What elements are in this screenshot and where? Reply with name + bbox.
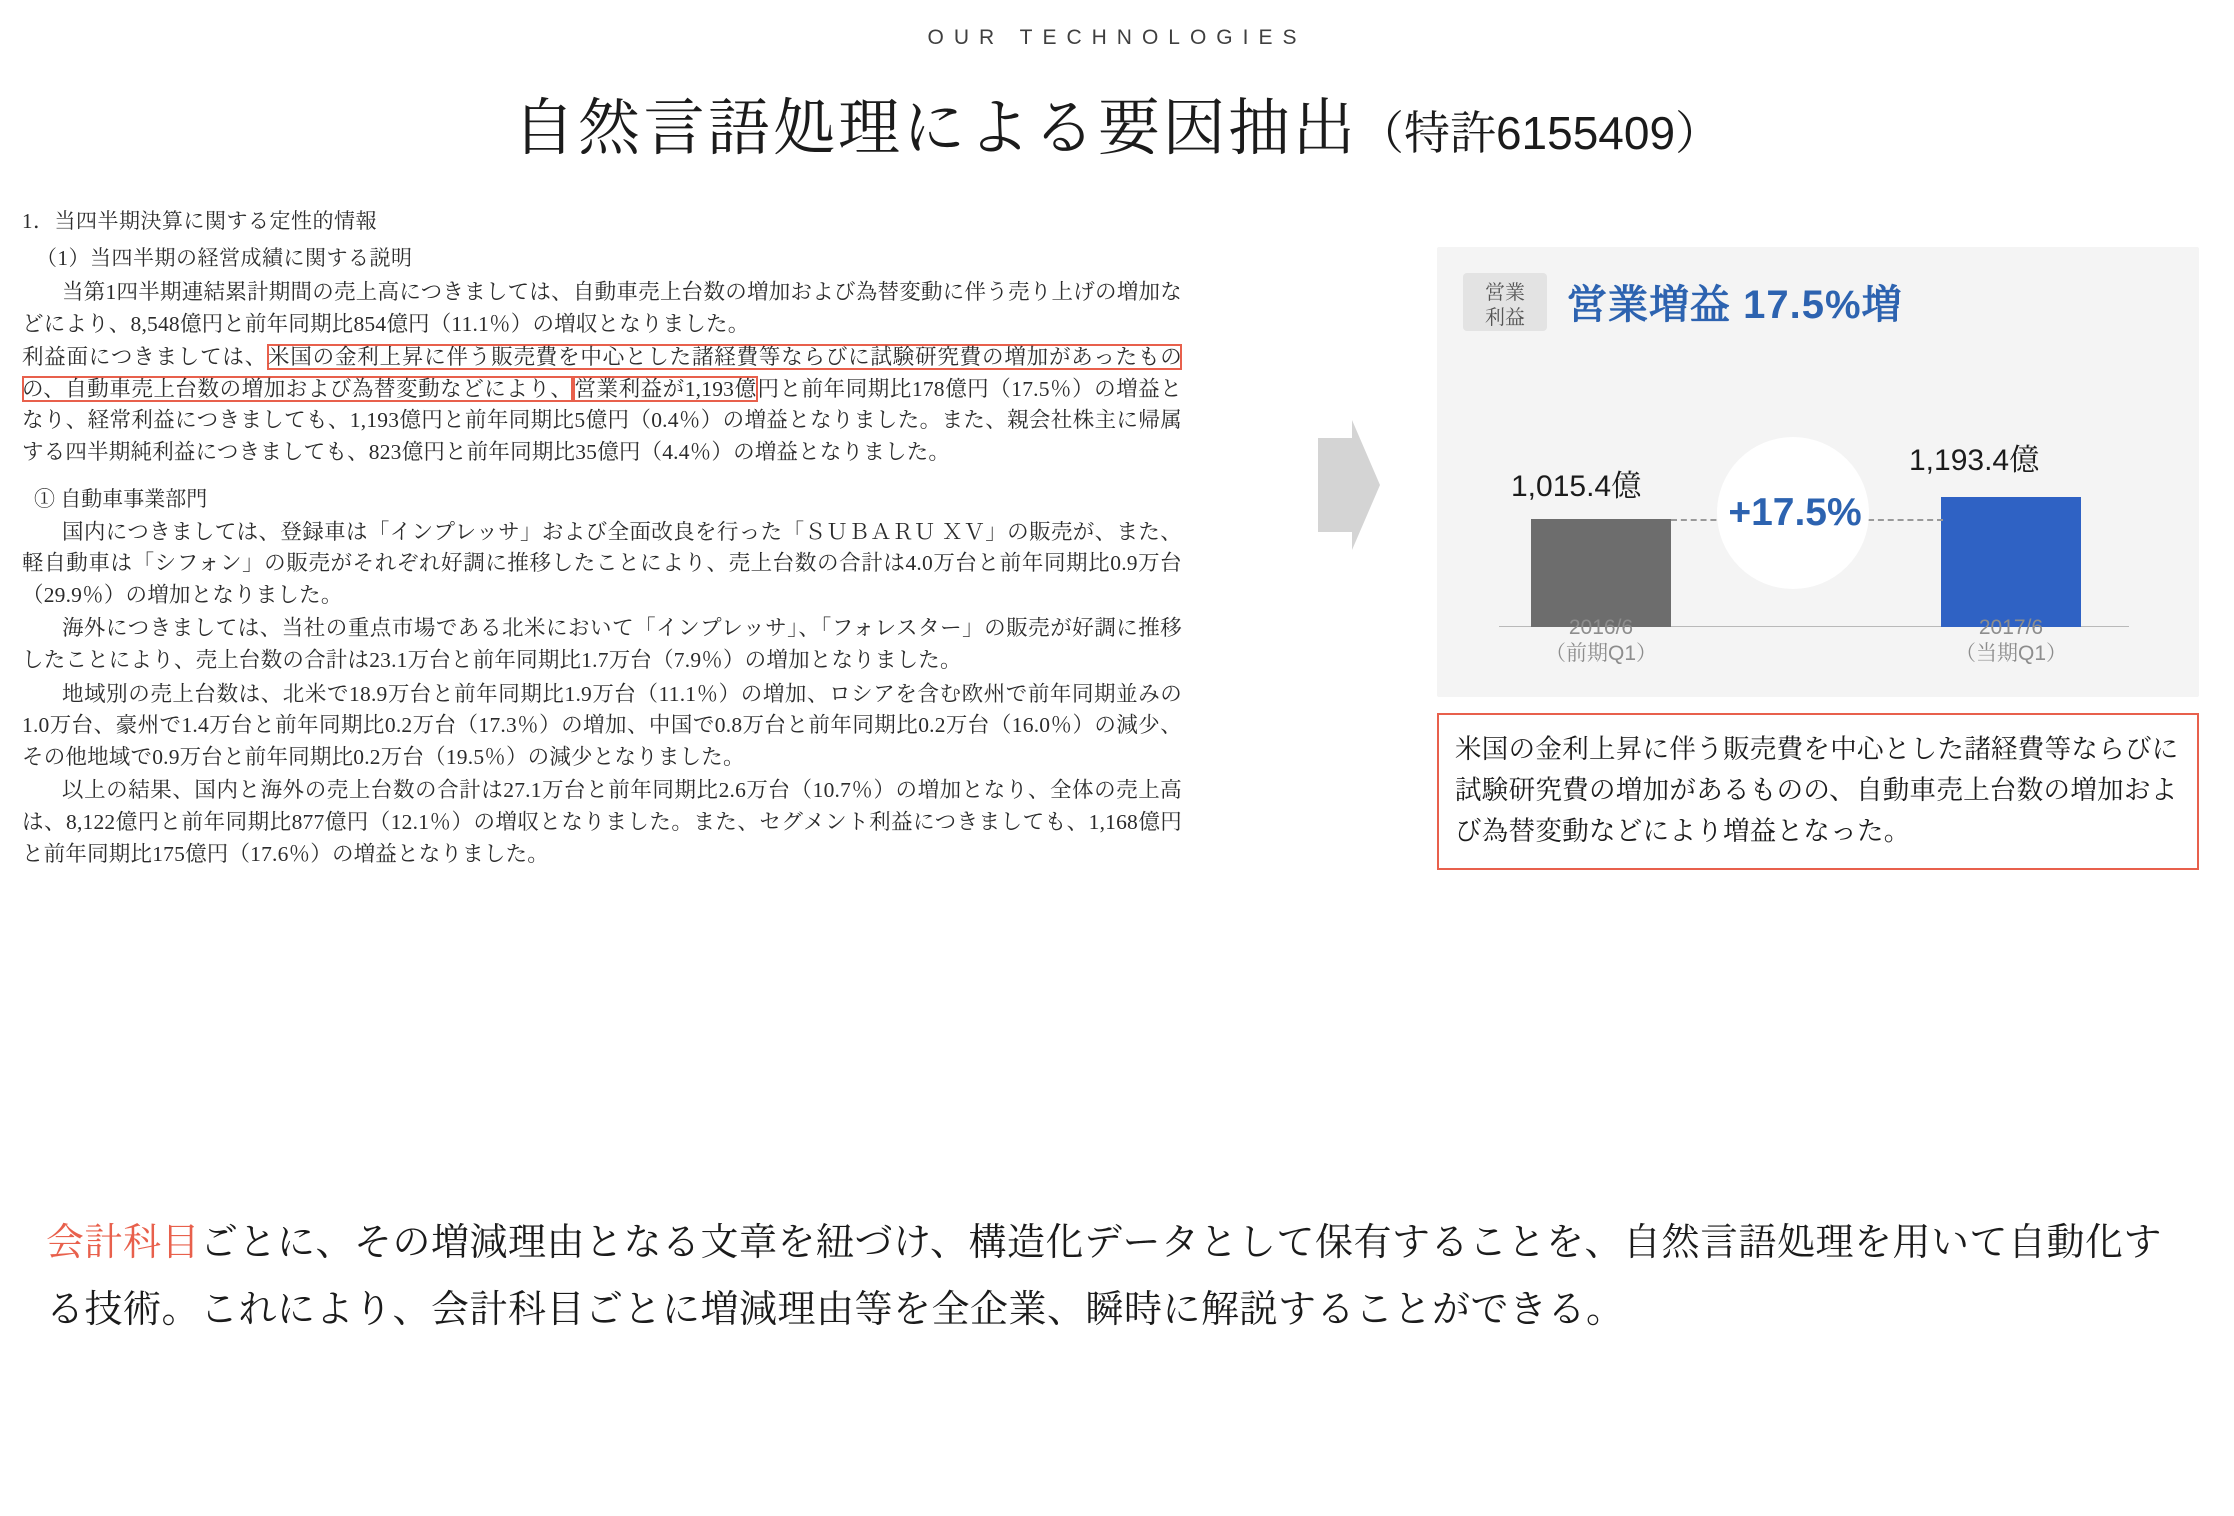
highlight-operating-profit-phrase: 営業利益が1,193億 [574, 376, 757, 401]
doc-heading-1: 1．当四半期決算に関する定性的情報 [22, 209, 377, 233]
bar-previous-period [1531, 519, 1671, 627]
x-tick-current-date: 2017/6 [1978, 615, 2044, 639]
doc-paragraph-6: 以上の結果、国内と海外の売上台数の合計は27.1万台と前年同期比2.6万台（10.7％）の増加となり、全体の売上高は、8,122億円と前年同期比877億円（12.1％）の増収となりました。また、セグメント利益につきましても、1,168億円と前年同期比175億円（17.6％）の増益となりました。 [22, 778, 1182, 866]
bar-value-label-previous: 1,015.4億 [1511, 470, 1642, 503]
bar-current-period [1941, 497, 2081, 627]
analysis-panel [1437, 247, 2199, 870]
chart-card [1437, 247, 2199, 697]
doc-paragraph-5: 地域別の売上台数は、北米で18.9万台と前年同期比1.9万台（11.1％）の増加、ロシアを含む欧州で前年同期並みの1.0万台、豪州で1.4万台と前年同期比0.2万台（17.3％）の増加、中国で0.8万台と前年同期比0.2万台（16.0％）の減少、その他地域で0.9万台と前年同期比0.2万台（19.5％）の減少となりました。 [22, 681, 1182, 769]
doc-paragraph-1: 当第1四半期連結累計期間の売上高につきましては、自動車売上台数の増加および為替変動に伴う売り上げの増加などにより、8,548億円と前年同期比854億円（11.1％）の増収となりました。 [22, 280, 1182, 336]
x-tick-previous [1511, 615, 1691, 668]
doc-paragraph-3: 国内につきましては、登録車は「インプレッサ」および全面改良を行った「ＳＵＢＡＲＵ ＸＶ」の販売が、また、軽自動車は「シフォン」の販売がそれぞれ好調に推移したことにより、売上台数の合計は4.0万台と前年同期比0.9万台（29.9％）の増加となりました。 [22, 519, 1182, 607]
badge-line-1: 営業 [1485, 282, 1525, 304]
eyebrow-label: OUR TECHNOLOGIES [927, 26, 1307, 49]
summary-paragraph [46, 1210, 2186, 1343]
chart-title: 営業増益 17.5%増 [1567, 283, 1903, 327]
doc-heading-2: （1）当四半期の経営成績に関する説明 [36, 246, 413, 270]
doc-paragraph-2 [22, 342, 1182, 468]
badge-line-2: 利益 [1485, 307, 1525, 329]
page-title [0, 78, 2234, 167]
bar-chart [1489, 377, 2149, 667]
page-title-patent-number: （特許6155409） [1357, 107, 1722, 159]
summary-body: ごとに、その増減理由となる文章を紐づけ、構造化データとして保有することを、自然言語処理を用いて自動化する技術。これにより、会計科目ごとに増減理由等を全企業、瞬時に解説することができる。 [46, 1222, 2163, 1331]
delta-annotation: +17.5% [1728, 491, 1862, 534]
doc-subheading-auto-division: ① 自動車事業部門 [34, 486, 208, 511]
flow-arrow-icon [1318, 420, 1380, 550]
bar-value-label-current: 1,193.4億 [1909, 444, 2040, 477]
x-tick-previous-date: 2016/6 [1568, 615, 1634, 639]
operating-profit-badge [1463, 273, 1547, 331]
doc-paragraph-2-suffix: 円と前年同期比178億円（17.5％）の増益となり、経常利益につきましても、1,193億円と前年同期比5億円（0.4％）の増益となりました。また、親会社株主に帰属する四半期純利益につきましても、823億円と前年同期比35億円（4.4％）の増益となりました。 [22, 376, 1182, 464]
x-tick-current-sub: （当期Q1） [1954, 641, 2067, 665]
x-tick-current [1921, 615, 2101, 668]
highlight-cause-phrase: 米国の金利上昇に伴う販売費を中心とした諸経費等ならびに試験研究費の増加があったものの、自動車売上台数の増加および為替変動などにより、 [22, 345, 1182, 401]
summary-accent-term: 会計科目 [46, 1222, 201, 1264]
scanned-document [22, 205, 1182, 872]
x-tick-previous-sub: （前期Q1） [1544, 641, 1657, 665]
doc-paragraph-2-prefix: 利益面につきましては、 [22, 345, 268, 370]
page-title-main: 自然言語処理による要因抽出 [512, 94, 1358, 163]
extracted-reason-callout: 米国の金利上昇に伴う販売費を中心とした諸経費等ならびに試験研究費の増加があるものの、自動車売上台数の増加および為替変動などにより増益となった。 [1437, 713, 2199, 870]
doc-paragraph-4: 海外につきましては、当社の重点市場である北米において「インプレッサ」、「フォレスター」の販売が好調に推移したことにより、売上台数の合計は23.1万台と前年同期比1.7万台（7.9％）の増加となりました。 [22, 616, 1182, 672]
